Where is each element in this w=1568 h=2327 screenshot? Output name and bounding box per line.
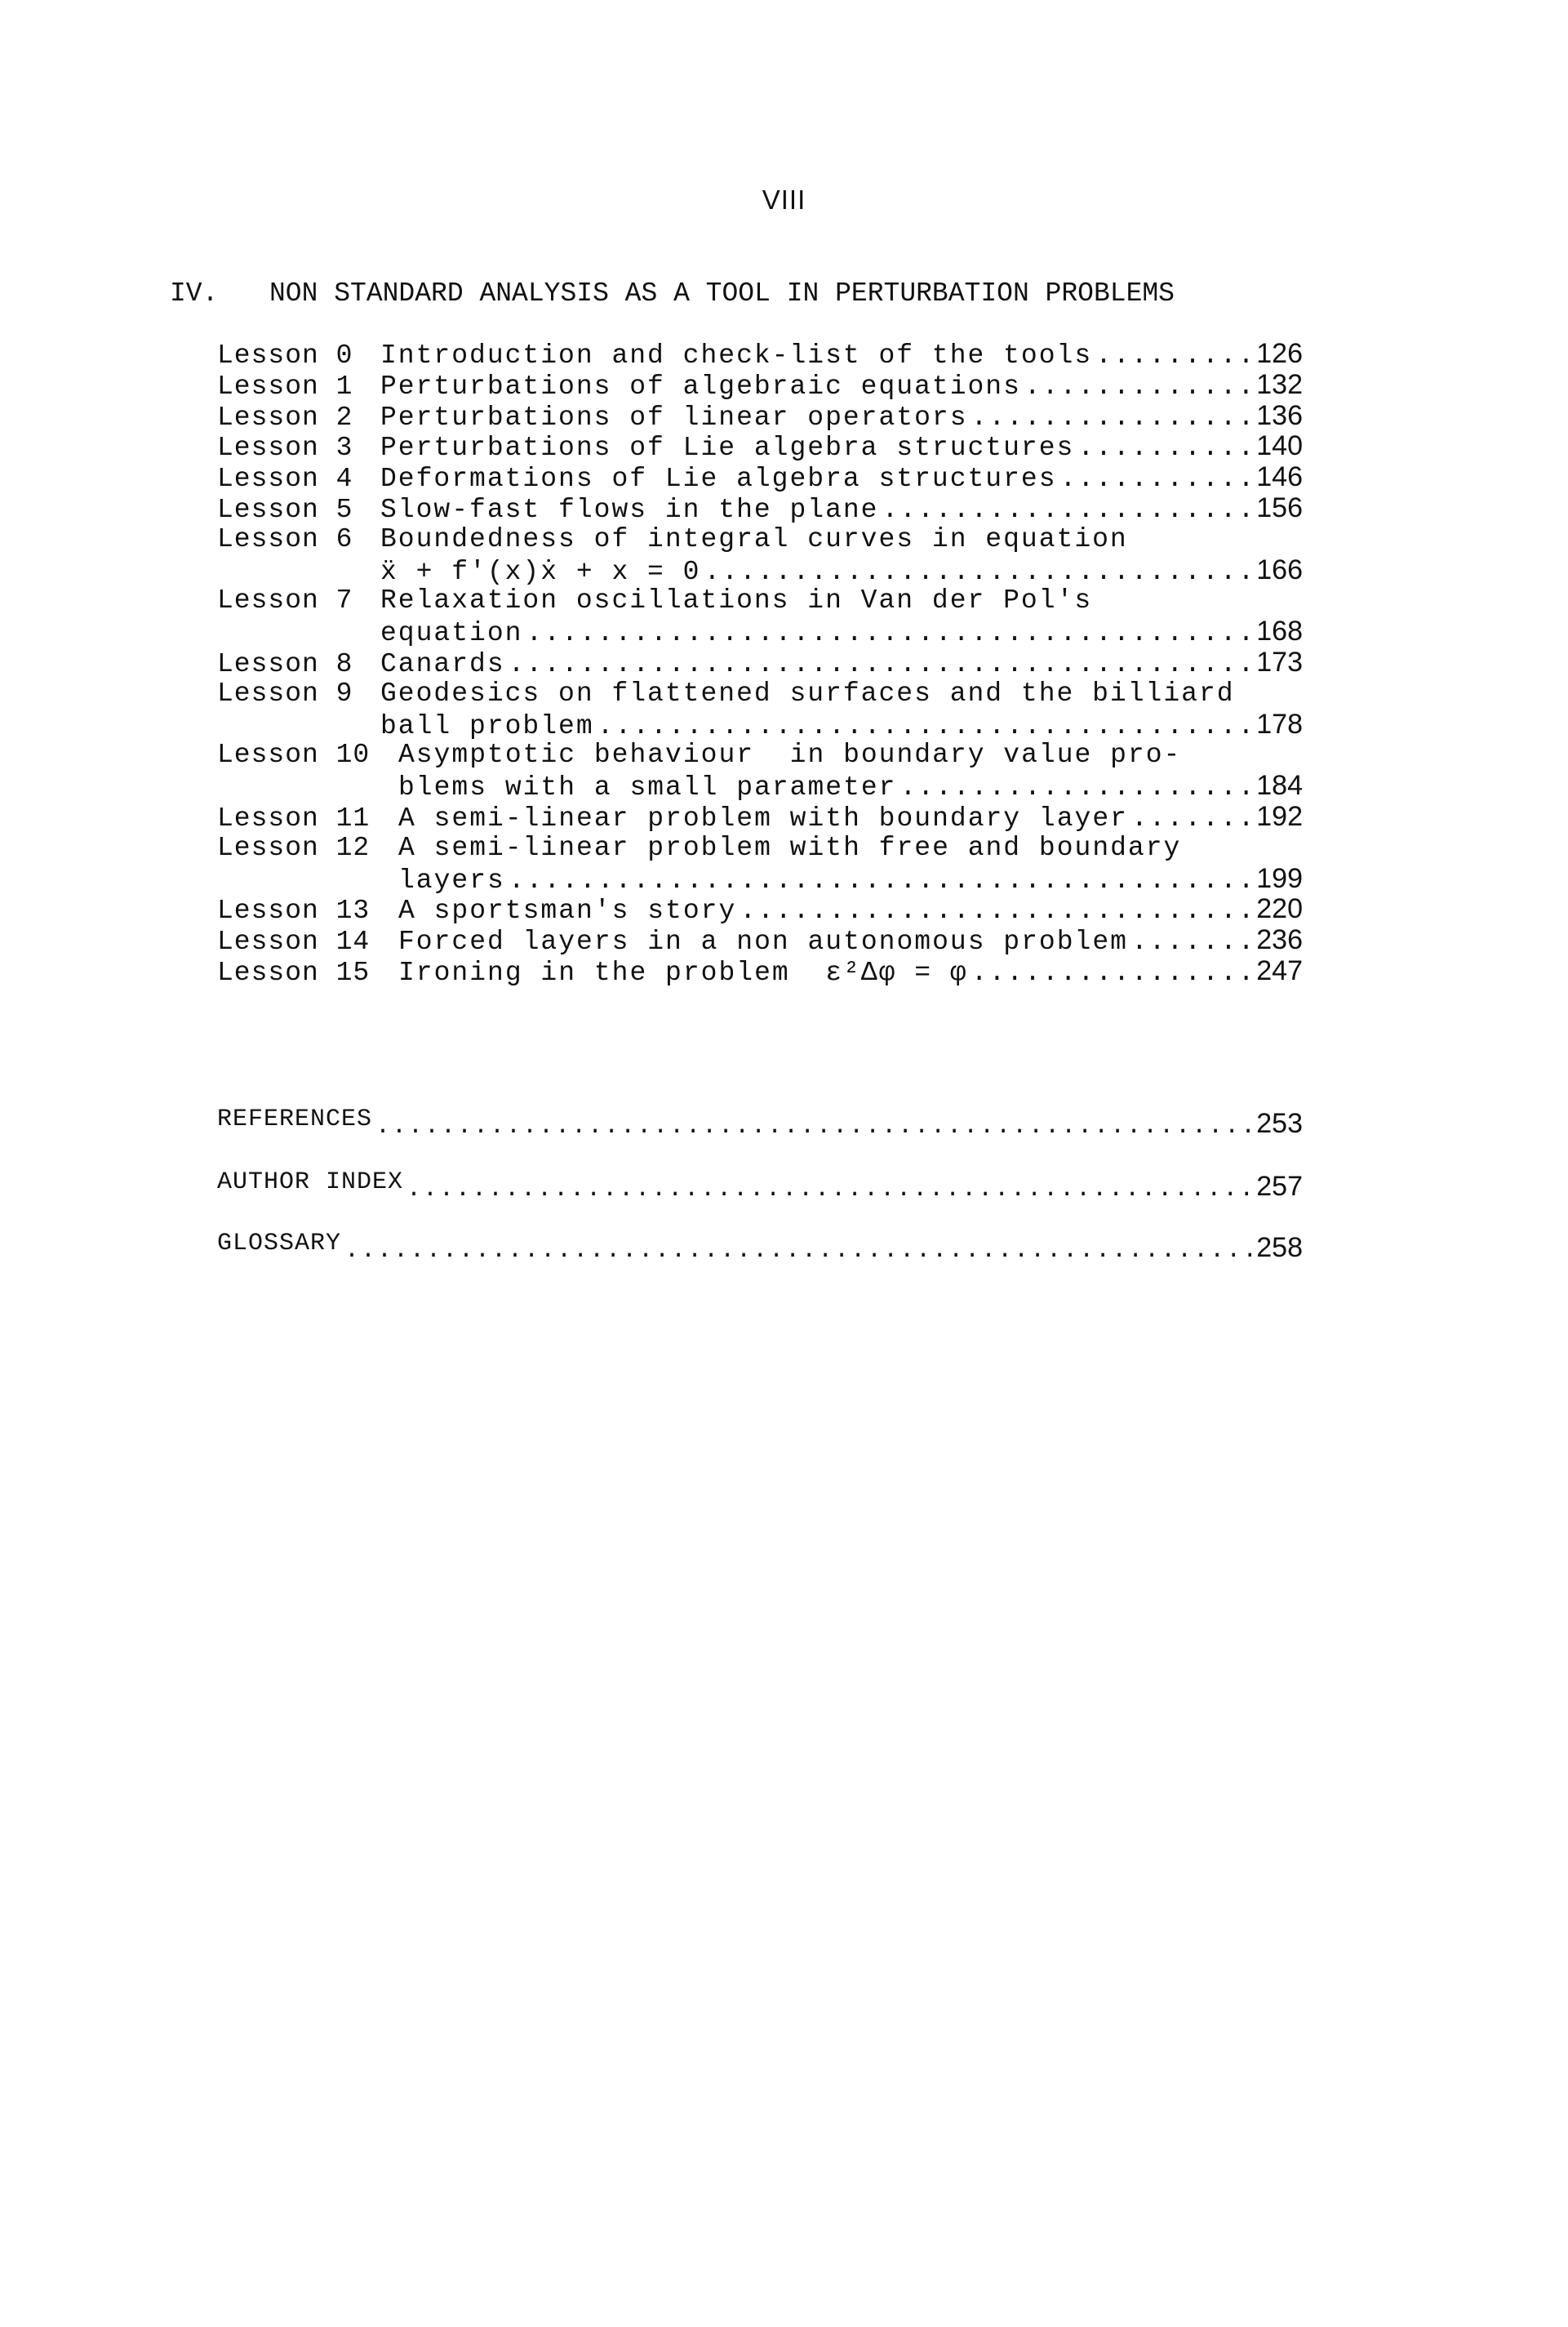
dot-leader <box>971 958 1254 989</box>
lesson-title: Canards <box>380 648 505 679</box>
lesson-title: Slow-fast flows in the plane <box>380 494 879 525</box>
page-reference: 253 <box>1256 1108 1303 1139</box>
back-matter-entry <box>217 1164 1303 1202</box>
toc-entry-line <box>217 956 1303 987</box>
lesson-label: Lesson 0 <box>217 340 353 371</box>
dot-leader <box>1131 803 1253 834</box>
lesson-title: Ironing in the problem ε²Δφ = φ <box>398 957 968 988</box>
back-matter-label: GLOSSARY <box>217 1230 342 1257</box>
toc-entry-line <box>217 524 1303 555</box>
dot-leader <box>509 649 1254 680</box>
page-reference: 156 <box>1256 492 1303 523</box>
page-reference: 173 <box>1256 646 1303 678</box>
toc-entry-line <box>217 493 1303 524</box>
lesson-label: Lesson 6 <box>217 523 353 554</box>
lesson-label: Lesson 2 <box>217 402 353 433</box>
toc-entry-line <box>217 462 1303 493</box>
page-reference: 178 <box>1256 708 1303 740</box>
page-reference: 257 <box>1256 1171 1303 1202</box>
page-reference: 258 <box>1256 1232 1303 1263</box>
lesson-title: Geodesics on flattened surfaces and the billiard <box>380 678 1235 709</box>
page-reference: 146 <box>1256 461 1303 493</box>
lesson-label: Lesson 15 <box>217 957 371 988</box>
table-of-contents <box>217 339 1303 987</box>
toc-entry-line <box>217 585 1303 616</box>
dot-leader <box>597 711 1254 742</box>
lesson-label: Lesson 4 <box>217 464 353 495</box>
toc-entry-line <box>217 833 1303 864</box>
page-reference: 136 <box>1256 399 1303 431</box>
page-reference: 168 <box>1256 616 1303 647</box>
toc-entry-line <box>217 431 1303 462</box>
lesson-label: Lesson 1 <box>217 371 353 402</box>
lesson-label: Lesson 10 <box>217 740 371 771</box>
lesson-title: Asymptotic behaviour in boundary value pro- <box>398 740 1182 771</box>
dot-leader <box>406 1176 1253 1204</box>
lesson-title: A sportsman's story <box>398 896 737 927</box>
lesson-title: blems with a small parameter <box>398 772 897 803</box>
dot-leader <box>1131 927 1253 958</box>
lesson-label: Lesson 13 <box>217 896 371 927</box>
dot-leader <box>704 557 1253 588</box>
page-reference: 132 <box>1256 368 1303 400</box>
page-number: VIII <box>762 185 806 215</box>
dot-leader <box>526 618 1253 649</box>
toc-entry-line <box>217 864 1303 895</box>
chapter-heading <box>170 278 1175 309</box>
lesson-title: Relaxation oscillations in Van der Pol's <box>380 585 1093 616</box>
toc-entry-line <box>217 679 1303 710</box>
lesson-title: A semi-linear problem with free and boundary <box>398 832 1182 863</box>
dot-leader <box>971 403 1254 434</box>
back-matter-entry <box>217 1225 1303 1263</box>
lesson-title: Perturbations of linear operators <box>380 402 968 433</box>
toc-entry-line <box>217 802 1303 833</box>
lesson-label: Lesson 8 <box>217 648 353 679</box>
dot-leader <box>1095 340 1253 372</box>
lesson-title: Introduction and check-list of the tools <box>380 340 1093 371</box>
page-reference: 199 <box>1256 862 1303 894</box>
toc-entry-line <box>217 771 1303 802</box>
back-matter-label: AUTHOR INDEX <box>217 1168 404 1196</box>
page-reference: 247 <box>1256 954 1303 986</box>
toc-entry-line <box>217 710 1303 741</box>
lesson-title: Forced layers in a non autonomous problem <box>398 927 1128 958</box>
lesson-label: Lesson 7 <box>217 585 353 616</box>
dot-leader <box>882 495 1254 526</box>
dot-leader <box>509 865 1253 897</box>
lesson-label: Lesson 9 <box>217 678 353 709</box>
toc-entry-line <box>217 894 1303 925</box>
lesson-title: ball problem <box>380 710 594 741</box>
page-reference: 192 <box>1256 800 1303 832</box>
dot-leader <box>375 1113 1253 1141</box>
lesson-title: ẍ + f'(x)ẋ + x = 0 <box>380 556 701 587</box>
page-reference: 140 <box>1256 430 1303 462</box>
dot-leader <box>740 896 1253 927</box>
toc-entry-line <box>217 339 1303 370</box>
lesson-title: Perturbations of Lie algebra structures <box>380 433 1075 464</box>
toc-entry-line <box>217 925 1303 956</box>
lesson-title: layers <box>398 865 505 896</box>
chapter-number: IV. <box>170 278 219 309</box>
lesson-label: Lesson 3 <box>217 433 353 464</box>
toc-entry-line <box>217 740 1303 771</box>
page-reference: 236 <box>1256 924 1303 956</box>
page-reference: 166 <box>1256 554 1303 585</box>
lesson-label: Lesson 14 <box>217 927 371 958</box>
page-reference: 126 <box>1256 338 1303 369</box>
back-matter-entry <box>217 1101 1303 1139</box>
dot-leader <box>344 1237 1253 1265</box>
lesson-title: Perturbations of algebraic equations <box>380 371 1021 402</box>
lesson-label: Lesson 11 <box>217 803 371 834</box>
dot-leader <box>1077 433 1253 464</box>
page-reference: 220 <box>1256 893 1303 925</box>
dot-leader <box>1024 372 1253 403</box>
lesson-title: Deformations of Lie algebra structures <box>380 464 1057 495</box>
toc-entry-line <box>217 616 1303 647</box>
dot-leader <box>900 772 1254 803</box>
toc-entry-line <box>217 647 1303 679</box>
chapter-title: NON STANDARD ANALYSIS AS A TOOL IN PERTURBATION PROBLEMS <box>269 278 1175 309</box>
lesson-label: Lesson 5 <box>217 494 353 525</box>
lesson-title: equation <box>380 618 523 649</box>
lesson-label: Lesson 12 <box>217 832 371 863</box>
toc-entry-line <box>217 401 1303 432</box>
page-reference: 184 <box>1256 770 1303 802</box>
toc-entry-line <box>217 370 1303 401</box>
lesson-title: A semi-linear problem with boundary layer <box>398 803 1128 834</box>
back-matter-label: REFERENCES <box>217 1106 373 1133</box>
dot-leader <box>1060 464 1254 495</box>
lesson-title: Boundedness of integral curves in equation <box>380 523 1128 554</box>
toc-entry-line <box>217 555 1303 586</box>
